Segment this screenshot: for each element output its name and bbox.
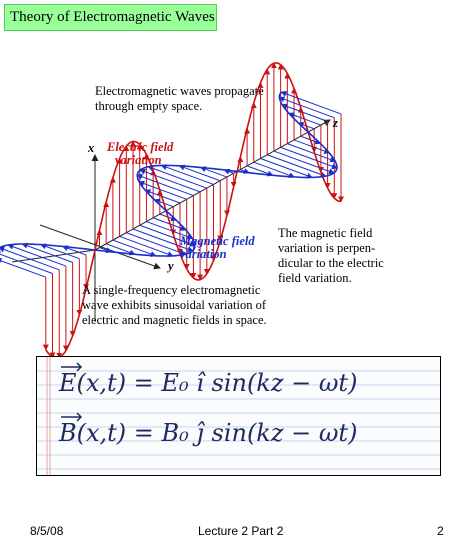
magnetic-label-line1: Magnetic field	[180, 234, 255, 248]
equation-note	[36, 356, 441, 476]
axis-x-label: x	[88, 141, 95, 155]
footer-page-number: 2	[437, 524, 444, 538]
axis-y-label: y	[168, 259, 174, 273]
magnetic-label-line2: variation	[180, 247, 227, 261]
magnetic-vector	[281, 92, 341, 114]
vector-arrows	[37, 357, 440, 475]
footer-lecture: Lecture 2 Part 2	[198, 524, 284, 538]
caption-propagate-line1: Electromagnetic waves propagate	[95, 84, 264, 98]
axis-z-label: z	[333, 116, 338, 130]
electric-label-line2: variation	[115, 153, 162, 167]
magnetic-vector	[0, 248, 59, 270]
caption-perp-line4: field variation.	[278, 271, 352, 285]
footer-date: 8/5/08	[30, 524, 64, 538]
caption-perp-line2: variation is perpen-	[278, 241, 376, 255]
magnetic-vector	[148, 167, 206, 188]
caption-perp-line3: dicular to the electric	[278, 256, 384, 270]
caption-propagate-line2: through empty space.	[95, 99, 203, 113]
caption-perp-line1: The magnetic field	[278, 226, 373, 240]
magnetic-vector	[140, 170, 200, 192]
caption-single-freq-line2: wave exhibits sinusoidal variation of	[82, 298, 266, 312]
magnetic-vector	[137, 175, 193, 196]
caption-single-freq-line3: electric and magnetic fields in space.	[82, 313, 267, 327]
z-axis-back	[12, 250, 95, 262]
magnetic-vector	[274, 151, 334, 173]
equation-magnetic: B(x,t) = B₀ ĵ sin(kz − ωt)	[59, 419, 358, 447]
equation-electric: E(x,t) = E₀ î sin(kz − ωt)	[59, 369, 358, 397]
magnetic-vector	[281, 147, 337, 168]
slide-title: Theory of Electromagnetic Waves	[4, 4, 217, 31]
caption-single-freq-line1: A single-frequency electromagnetic	[82, 283, 261, 297]
electric-label-line1: Electric field	[107, 140, 174, 154]
